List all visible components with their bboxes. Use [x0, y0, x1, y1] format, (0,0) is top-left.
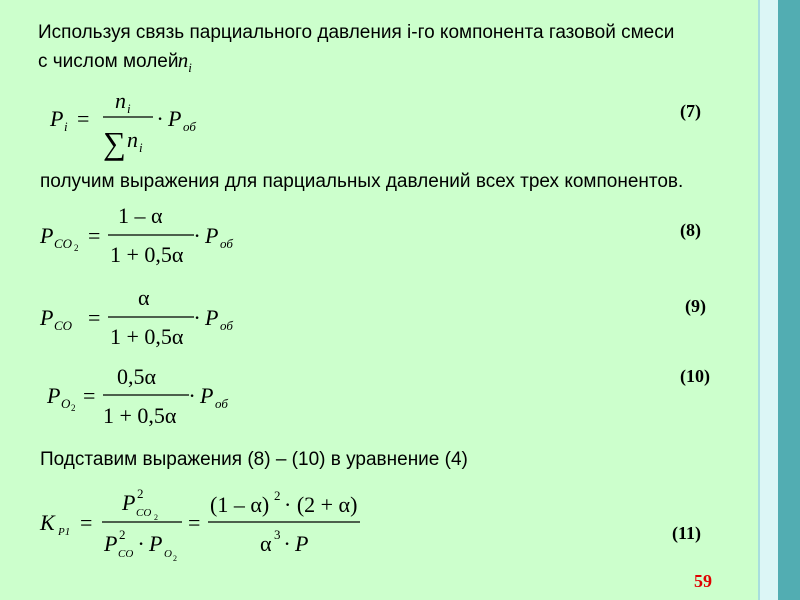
eq11-f2-den-b: · P: [284, 531, 309, 556]
equation-number-10: (10): [680, 366, 710, 386]
eq9-lhs: P: [40, 305, 54, 330]
equation-number-9: (9): [685, 296, 706, 316]
eq9-num: α: [138, 285, 150, 310]
eq11-f2-den-a: α: [260, 531, 272, 556]
eq11-f2-num-b: · (2 + α): [284, 492, 358, 517]
eq8-equals: =: [88, 223, 101, 248]
page-number: 59: [694, 571, 712, 591]
eq7-lhs: P: [50, 106, 64, 131]
eq10-equals: =: [83, 383, 96, 408]
eq11-f1-den-a-sub: CO: [118, 548, 134, 560]
eq11-lhs-sub: P1: [58, 526, 71, 538]
eq7-rhs-sub: об: [183, 119, 196, 134]
eq8-lhs-sub: CO: [54, 236, 73, 251]
eq7-num-sub: i: [127, 101, 131, 116]
equation-number-11: (11): [672, 523, 701, 543]
eq11-f2-den-sup: 3: [274, 527, 281, 542]
eq10-rhs-sub: об: [215, 396, 228, 411]
eq11-f1-den-b-sub: O: [164, 548, 172, 560]
eq11-equals-1: =: [80, 510, 93, 535]
eq10-rhs: · P: [189, 383, 214, 408]
eq9-lhs-sub: CO: [54, 318, 73, 333]
eq8-rhs-sub: об: [220, 236, 233, 251]
eq11-f1-den-b: · P: [138, 531, 163, 556]
eq10-lhs-sub: O: [61, 396, 71, 411]
eq7-den-sum: ∑: [103, 125, 126, 161]
equation-number-7: (7): [680, 101, 701, 121]
eq10-den: 1 + 0,5α: [103, 403, 177, 428]
eq11-f1-den-b-subsub: 2: [173, 554, 177, 563]
eq9-rhs-sub: об: [220, 318, 233, 333]
eq8-den: 1 + 0,5α: [110, 242, 184, 267]
eq11-f1-num-sub: CO: [136, 507, 152, 519]
intro-variable-sub: i: [188, 60, 192, 76]
intro-text-line2: [38, 47, 192, 81]
intro-variable-n: n: [177, 48, 189, 72]
intro-variable: [177, 48, 192, 76]
eq9-rhs: · P: [194, 305, 219, 330]
eq11-f2-num-sup: 2: [274, 488, 281, 503]
eq9-den: 1 + 0,5α: [110, 324, 184, 349]
decorative-stripe-light: [760, 0, 778, 600]
equation-8: [38, 200, 248, 270]
equation-7: [45, 88, 215, 162]
eq11-f1-den-a-sup: 2: [119, 527, 126, 542]
eq11-lhs: K: [40, 510, 55, 535]
eq11-f1-num-sup: 2: [137, 486, 144, 501]
eq10-lhs-subsub: 2: [71, 403, 76, 413]
eq10-num: 0,5α: [117, 364, 157, 389]
substitute-text: Подставим выражения (8) – (10) в уравнение (4): [40, 449, 468, 470]
eq7-lhs-sub: i: [64, 119, 68, 134]
eq7-rhs: · P: [157, 106, 182, 131]
equation-number-8: (8): [680, 220, 701, 240]
eq7-den-sub: i: [139, 140, 143, 155]
eq7-equals: =: [77, 106, 90, 131]
equation-9: [38, 285, 248, 355]
eq8-num: 1 – α: [118, 203, 163, 228]
eq8-rhs: · P: [194, 223, 219, 248]
intro-text-line1: Используя связь парциального давления i-го компонента газовой смеси: [38, 22, 675, 43]
eq11-f1-den-a: P: [104, 531, 118, 556]
middle-text: получим выражения для парциальных давлений всех трех компонентов.: [40, 171, 684, 192]
equation-11: [38, 485, 378, 565]
eq10-lhs: P: [47, 383, 61, 408]
equation-10: [45, 362, 245, 432]
eq11-f1-num: P: [122, 490, 136, 515]
eq11-equals-2: =: [188, 510, 201, 535]
eq8-lhs-subsub: 2: [74, 243, 79, 253]
eq9-equals: =: [88, 305, 101, 330]
intro-text-line2-label: с числом молей: [38, 51, 179, 72]
eq11-f2-num-a: (1 – α): [210, 492, 270, 517]
eq7-num: n: [115, 88, 126, 113]
eq7-den: n: [127, 127, 138, 152]
eq11-f1-num-subsub: 2: [154, 513, 158, 522]
decorative-stripe-dark: [778, 0, 800, 600]
eq8-lhs: P: [40, 223, 54, 248]
